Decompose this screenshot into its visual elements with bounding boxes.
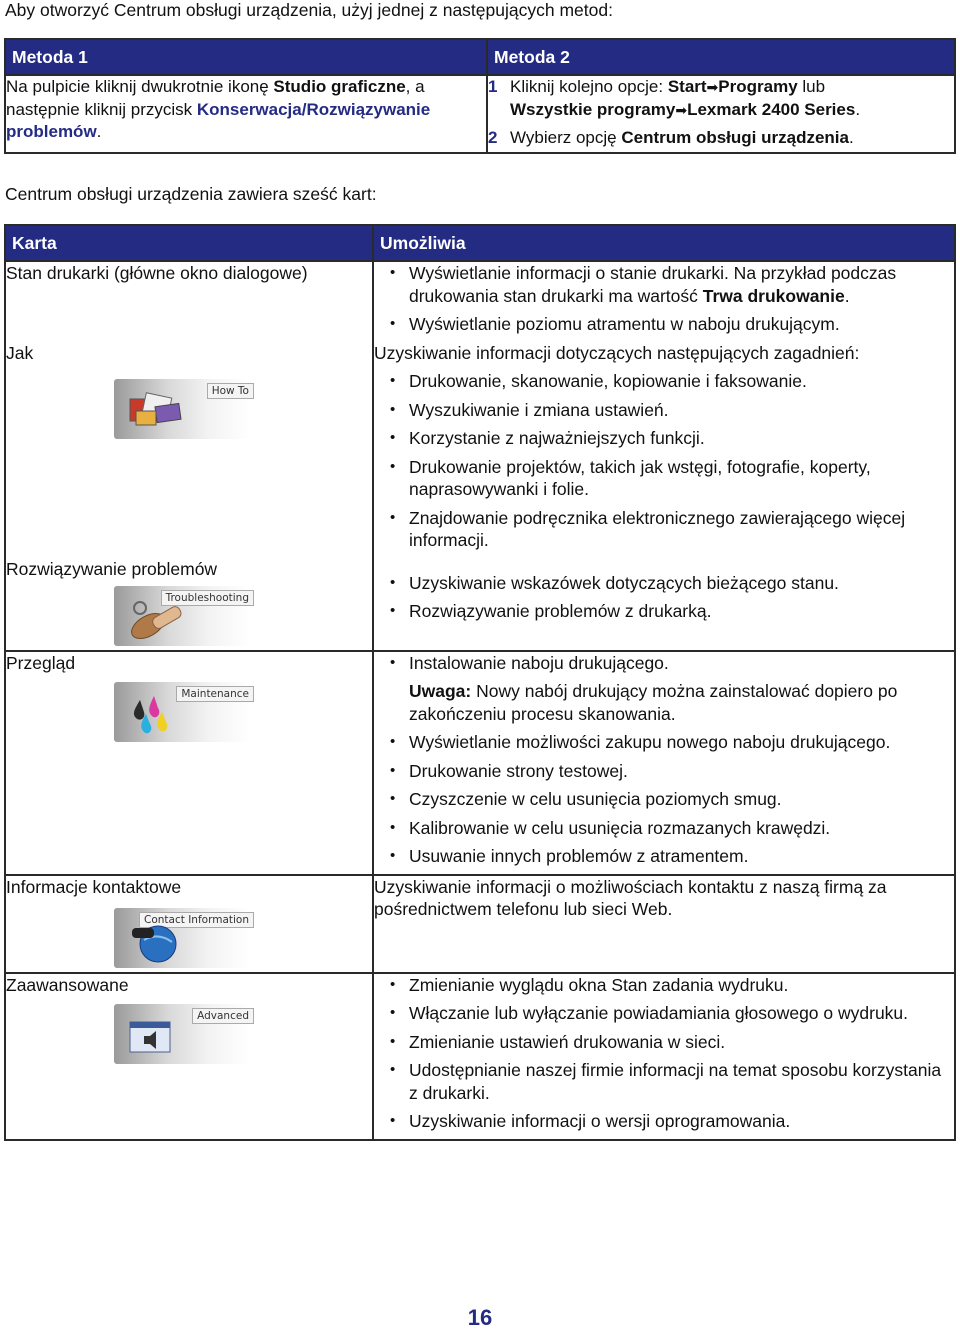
row-label: Stan drukarki (główne okno dialogowe) xyxy=(6,263,308,283)
list-item: • Udostępnianie naszej firmie informacji na temat sposobu korzystania z drukarki. xyxy=(374,1059,954,1104)
window-speaker-icon xyxy=(126,1016,186,1060)
intro-text: Aby otworzyć Centrum obsługi urządzenia, użyj jednej z następujących metod: xyxy=(5,0,613,20)
row-zaaw-label-cell xyxy=(5,973,373,1140)
bandage-icon xyxy=(126,598,186,642)
methods-table xyxy=(4,38,956,154)
s1-end: . xyxy=(855,99,861,119)
header-karta: Karta xyxy=(5,225,373,261)
list-item: • Zmienianie wyglądu okna Stan zadania wydruku. xyxy=(374,974,954,997)
page-number: 16 xyxy=(467,1305,493,1330)
arrow-right-icon: ➡ xyxy=(675,101,688,118)
list-item: • Korzystanie z najważniejszych funkcji. xyxy=(374,427,954,450)
list-item: • Wyświetlanie informacji o stanie drukarki. Na przykład podczas drukowania stan drukarki ma wartość Trwa drukowanie. xyxy=(374,262,954,307)
list-item: • Znajdowanie podręcznika elektronicznego zawierającego więcej informacji. xyxy=(374,507,954,552)
row-jak-label-cell xyxy=(5,342,373,558)
m1-bold-studio: Studio graficzne xyxy=(273,77,406,96)
s1-programy: Programy xyxy=(718,77,798,96)
row-label: Informacje kontaktowe xyxy=(6,876,182,897)
list-item: • Włączanie lub wyłączanie powiadamiania głosowego o wydruku. xyxy=(374,1002,954,1025)
contact-tab-image xyxy=(114,908,254,972)
method-2-cell xyxy=(487,75,955,153)
row-rozw-label-cell xyxy=(5,558,373,651)
how-to-tab-image xyxy=(114,379,254,443)
row-label: Jak xyxy=(6,342,34,363)
s2-end: . xyxy=(848,128,854,147)
method-1-cell xyxy=(5,75,487,153)
tab-caption: Advanced xyxy=(192,1008,254,1024)
list-item: • Zmienianie ustawień drukowania w sieci. xyxy=(374,1031,954,1054)
s1-lub: lub xyxy=(797,77,826,96)
ink-drops-icon xyxy=(126,694,186,738)
s1-wszystkie: Wszystkie programy xyxy=(510,99,676,119)
s1-start: Start xyxy=(667,77,707,96)
header-umozliwia: Umożliwia xyxy=(373,225,955,261)
row-intro: Uzyskiwanie informacji dotyczących następujących zagadnień: xyxy=(374,342,860,363)
s2-bold: Centrum obsługi urządzenia xyxy=(621,128,849,147)
m1-text-b: , a następnie kliknij przycisk xyxy=(6,77,425,119)
list-item: • Czyszczenie w celu usunięcia poziomych smug. xyxy=(374,788,954,811)
list-item: • Wyświetlanie możliwości zakupu nowego naboju drukującego. xyxy=(374,731,954,754)
advanced-tab-image xyxy=(114,1004,254,1068)
tab-caption: How To xyxy=(207,383,254,399)
list-item: • Instalowanie naboju drukującego. xyxy=(374,652,954,675)
arrow-right-icon: ➡ xyxy=(706,79,719,95)
maintenance-tab-image xyxy=(114,682,254,746)
row-text: Uzyskiwanie informacji o możliwościach kontaktu z naszą firmą za pośrednictwem telefonu lub sieci Web. xyxy=(374,876,887,919)
tab-caption: Troubleshooting xyxy=(161,590,254,606)
s2-text: Wybierz opcję xyxy=(510,128,622,147)
m1-text-c: . xyxy=(96,122,102,141)
list-item: • Usuwanie innych problemów z atramentem. xyxy=(374,845,954,868)
row-kontakt-desc-cell xyxy=(373,875,955,973)
s1-text: Kliknij kolejno opcje: xyxy=(510,77,668,96)
list-item: • Kalibrowanie w celu usunięcia rozmazanych krawędzi. xyxy=(374,817,954,840)
row-zaaw-desc-cell xyxy=(373,973,955,1140)
row-jak-desc-cell xyxy=(373,342,955,558)
list-item: • Uzyskiwanie informacji o wersji oprogramowania. xyxy=(374,1110,954,1133)
row-przeglad-label-cell xyxy=(5,651,373,875)
row-rozw-desc-cell xyxy=(373,558,955,651)
list-item: • Drukowanie, skanowanie, kopiowanie i faksowanie. xyxy=(374,370,954,393)
row-stan-label-cell xyxy=(5,261,373,342)
s1-lexmark: Lexmark 2400 Series xyxy=(687,99,856,119)
row-label: Zaawansowane xyxy=(6,974,129,995)
how-to-icon xyxy=(126,391,186,431)
step-2-number: 2 xyxy=(488,128,498,147)
tab-caption: Contact Information xyxy=(139,912,254,928)
tabs-table xyxy=(4,224,956,1141)
troubleshooting-tab-image xyxy=(114,586,254,650)
row-stan-desc-cell xyxy=(373,261,955,342)
m1-text: Na pulpicie kliknij dwukrotnie ikonę xyxy=(6,77,274,96)
list-item: • Drukowanie projektów, takich jak wstęgi, fotografie, koperty, naprasowywanki i folie. xyxy=(374,456,954,501)
list-item: • Uzyskiwanie wskazówek dotyczących bieżącego stanu. xyxy=(374,572,954,595)
m1-bold-konserwacja: Konserwacja/Rozwiązywanie problemów xyxy=(6,99,431,141)
row-label: Rozwiązywanie problemów xyxy=(6,558,218,579)
tabs-intro-text: Centrum obsługi urządzenia zawiera sześć kart: xyxy=(5,184,377,204)
method-2-header: Metoda 2 xyxy=(487,39,955,75)
row-label: Przegląd xyxy=(6,652,76,673)
globe-phone-icon xyxy=(126,920,186,964)
tab-caption: Maintenance xyxy=(176,686,254,702)
list-item: • Wyświetlanie poziomu atramentu w naboju drukującym. xyxy=(374,313,954,336)
list-item: • Drukowanie strony testowej. xyxy=(374,760,954,783)
row-przeglad-desc-cell xyxy=(373,651,955,875)
note-text: Uwaga: Nowy nabój drukujący można zainstalować dopiero po zakończeniu procesu skanowania. xyxy=(409,681,898,724)
step-1-number: 1 xyxy=(488,77,498,96)
method-1-header: Metoda 1 xyxy=(5,39,487,75)
list-item: • Rozwiązywanie problemów z drukarką. xyxy=(374,600,954,623)
list-item: • Wyszukiwanie i zmiana ustawień. xyxy=(374,399,954,422)
row-kontakt-label-cell xyxy=(5,875,373,973)
